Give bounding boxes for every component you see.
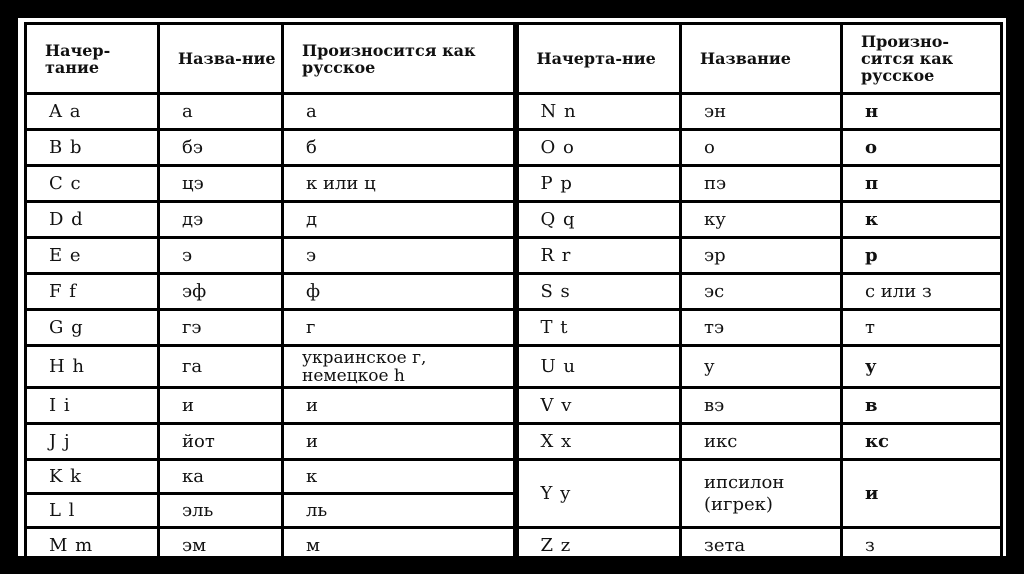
- sound-cell: у: [842, 346, 1002, 388]
- header-sound-right: Произно-сится как русское: [842, 24, 1002, 94]
- letter-cell: S s: [516, 274, 681, 310]
- header-letter-right: Начерта-ние: [516, 24, 681, 94]
- letter-cell: F f: [26, 274, 159, 310]
- table-row: [26, 388, 1002, 424]
- sound-cell: з: [842, 528, 1002, 564]
- header-name-left: Назва-ние: [159, 24, 283, 94]
- letter-cell: C c: [26, 166, 159, 202]
- letter-cell: P p: [516, 166, 681, 202]
- sound-cell: э: [283, 238, 516, 274]
- sound-cell: ль: [283, 494, 516, 528]
- sound-cell: с или з: [842, 274, 1002, 310]
- letter-cell: J j: [26, 424, 159, 460]
- name-cell: гэ: [159, 310, 283, 346]
- letter-cell: M m: [26, 528, 159, 564]
- table-row: [26, 424, 1002, 460]
- letter-cell: Q q: [516, 202, 681, 238]
- letter-cell: N n: [516, 94, 681, 130]
- name-cell: э: [159, 238, 283, 274]
- name-cell: йот: [159, 424, 283, 460]
- name-cell: ку: [681, 202, 842, 238]
- name-cell: эф: [159, 274, 283, 310]
- letter-cell: A a: [26, 94, 159, 130]
- name-cell: а: [159, 94, 283, 130]
- name-cell: пэ: [681, 166, 842, 202]
- table-row: [26, 130, 1002, 166]
- sound-cell: п: [842, 166, 1002, 202]
- sound-cell: б: [283, 130, 516, 166]
- sound-cell: украинское г, немецкое h: [283, 346, 516, 388]
- letter-cell: D d: [26, 202, 159, 238]
- sound-cell: м: [283, 528, 516, 564]
- name-cell: и: [159, 388, 283, 424]
- latin-alphabet-table: [24, 22, 1003, 565]
- letter-cell: Z z: [516, 528, 681, 564]
- letter-cell: G g: [26, 310, 159, 346]
- sound-cell: кс: [842, 424, 1002, 460]
- letter-cell: K k: [26, 460, 159, 494]
- letter-cell: E e: [26, 238, 159, 274]
- sound-cell: д: [283, 202, 516, 238]
- letter-cell: T t: [516, 310, 681, 346]
- name-cell: эм: [159, 528, 283, 564]
- name-cell: эль: [159, 494, 283, 528]
- table-row: [26, 94, 1002, 130]
- name-cell: цэ: [159, 166, 283, 202]
- header-name-right: Название: [681, 24, 842, 94]
- name-cell: ка: [159, 460, 283, 494]
- letter-cell: V v: [516, 388, 681, 424]
- name-cell: ипсилон (игрек): [681, 460, 842, 528]
- letter-cell: Y y: [516, 460, 681, 528]
- table-frame: [18, 18, 1006, 556]
- sound-cell: к: [842, 202, 1002, 238]
- name-cell: га: [159, 346, 283, 388]
- table-row: [26, 310, 1002, 346]
- letter-cell: H h: [26, 346, 159, 388]
- name-cell: вэ: [681, 388, 842, 424]
- name-cell: тэ: [681, 310, 842, 346]
- sound-cell: о: [842, 130, 1002, 166]
- table-row: [26, 166, 1002, 202]
- sound-cell: и: [283, 388, 516, 424]
- sound-cell: в: [842, 388, 1002, 424]
- name-cell: зета: [681, 528, 842, 564]
- header-row: [26, 24, 1002, 94]
- sound-cell: а: [283, 94, 516, 130]
- sound-cell: ф: [283, 274, 516, 310]
- table-row: [26, 346, 1002, 388]
- table-row: [26, 274, 1002, 310]
- name-cell: эс: [681, 274, 842, 310]
- sound-cell: т: [842, 310, 1002, 346]
- sound-cell: к: [283, 460, 516, 494]
- sound-cell: к или ц: [283, 166, 516, 202]
- letter-cell: R r: [516, 238, 681, 274]
- sound-cell: г: [283, 310, 516, 346]
- sound-cell: и: [283, 424, 516, 460]
- name-cell: у: [681, 346, 842, 388]
- letter-cell: B b: [26, 130, 159, 166]
- letter-cell: O o: [516, 130, 681, 166]
- table-row: [26, 238, 1002, 274]
- table-row: [26, 202, 1002, 238]
- sound-cell: н: [842, 94, 1002, 130]
- sound-cell: и: [842, 460, 1002, 528]
- name-cell: эр: [681, 238, 842, 274]
- header-sound-left: Произносится как русское: [283, 24, 516, 94]
- letter-cell: L l: [26, 494, 159, 528]
- table-row: [26, 528, 1002, 564]
- header-letter-left: Начер-тание: [26, 24, 159, 94]
- sound-cell: р: [842, 238, 1002, 274]
- name-cell: эн: [681, 94, 842, 130]
- name-cell: дэ: [159, 202, 283, 238]
- letter-cell: U u: [516, 346, 681, 388]
- name-cell: бэ: [159, 130, 283, 166]
- letter-cell: X x: [516, 424, 681, 460]
- letter-cell: I i: [26, 388, 159, 424]
- name-cell: икс: [681, 424, 842, 460]
- name-cell: о: [681, 130, 842, 166]
- table-row: [26, 460, 1002, 494]
